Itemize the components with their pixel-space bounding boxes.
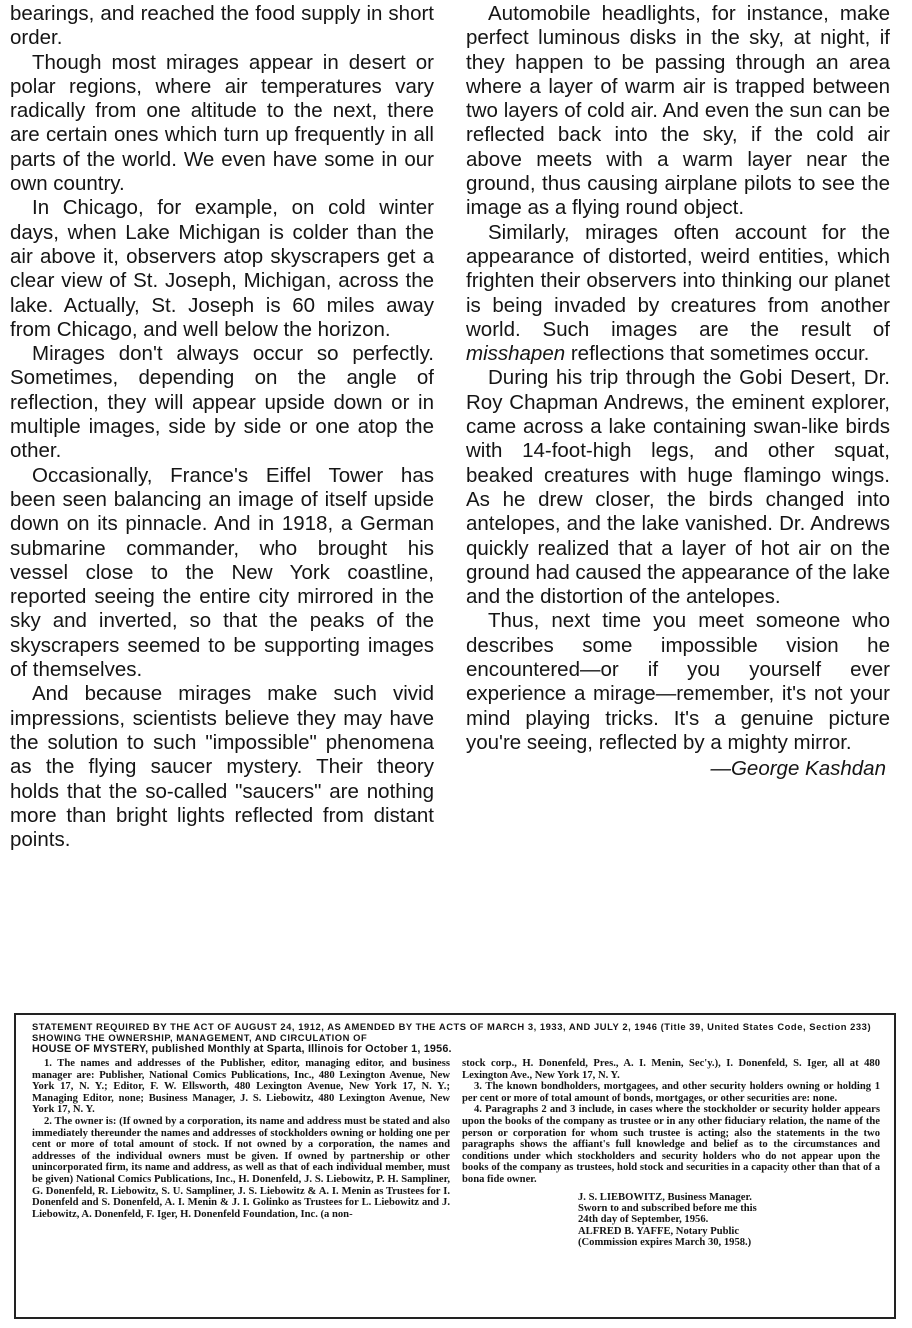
- article-paragraph: During his trip through the Gobi Desert, Dr. Roy Chapman Andrews, the eminent explorer, came across a lake containing swan-like birds with 14-foot-high legs, and other squat, beaked creatures with huge flamingo wings. As he drew closer, the birds changed into antelopes, and the lake vanished. Dr. Andrews quickly realized that a layer of hot air on the ground had caused the appearance of the lake and the distortion of the antelopes.: [466, 366, 890, 609]
- signature-line: ALFRED B. YAFFE, Notary Public: [578, 1225, 740, 1237]
- statement-right-column: [462, 1058, 880, 1249]
- paragraph-text: reflections that sometimes occur.: [570, 342, 870, 366]
- signature-line: (Commission expires March 30, 1958.): [578, 1237, 752, 1249]
- statement-item: stock corp., H. Donenfeld, Pres., A. I. Menin, Sec'y.), I. Donenfeld, S. Iger, all at 480 Lexington Ave., New York 17, N. Y.: [462, 1058, 880, 1081]
- author-signature: —George Kashdan: [710, 757, 886, 781]
- article-right-column: [466, 2, 890, 987]
- statement-item: 4. Paragraphs 2 and 3 include, in cases where the stockholder or security holder appears upon the books of the company as trustee or in any other fiduciary relation, the name of the person or corporation for whom such trustee is acting; also the statements in the two paragraphs shows the affiant's full knowledge and belief as to the circumstances and conditions under which stockholders and security holders who do not appear upon the books of the company as trustees, hold stock and securities in a capacity other than that of a bona fide owner.: [462, 1104, 880, 1185]
- italic-word: misshapen: [466, 342, 566, 366]
- paragraph-text: Similarly, mirages often account for the appearance of distorted, weird entities, which frighten their observers into thinking our planet is being invaded by creatures from another world. Such images are the result of: [466, 220, 890, 341]
- signature-line: 24th day of September, 1956.: [578, 1214, 709, 1226]
- statement-item: 3. The known bondholders, mortgagees, and other security holders owning or holding 1 per cent or more of total amount of bonds, mortgages, or other securities are: none.: [462, 1081, 880, 1104]
- statement-header: [32, 1021, 880, 1055]
- statement-publication: HOUSE OF MYSTERY, published Monthly at Sparta, Illinois for October 1, 1956.: [32, 1043, 452, 1055]
- article-paragraph: Occasionally, France's Eiffel Tower has been seen balancing an image of itself upside down on its pinnacle. And in 1918, a German submarine commander, who brought his vessel close to the New York coastline, reported seeing the entire city mirrored in the sky and inverted, so that the peaks of the skyscrapers seemed to be supporting images of themselves.: [10, 463, 434, 682]
- article-paragraph: Though most mirages appear in desert or polar regions, where air temperatures vary radically from one altitude to the next, there are certain ones which turn up frequently in all parts of the world. We even have some in our own country.: [10, 50, 434, 196]
- article-paragraph: In Chicago, for example, on cold winter days, when Lake Michigan is colder than the air above it, observers atop skyscrapers get a clear view of St. Joseph, Michigan, across the lake. Actually, St. Joseph is 60 miles away from Chicago, and well below the horizon.: [10, 196, 434, 341]
- statement-columns: [32, 1058, 880, 1249]
- statement-header-text: STATEMENT REQUIRED BY THE ACT OF AUGUST 24, 1912, AS AMENDED BY THE ACTS OF MARCH 3, 1933, AND JULY 2, 1946 (Title 39, United States Code, Section 233) SHOWING THE OWNERSHIP, MANAGEMENT, AND CIRCULATION OF: [32, 1021, 872, 1043]
- article-paragraph: Mirages don't always occur so perfectly. Sometimes, depending on the angle of reflection, they will appear upside down or in multiple images, side by side or one atop the other.: [10, 342, 434, 463]
- statement-left-column: [32, 1058, 450, 1249]
- article: [10, 2, 890, 987]
- article-paragraph: Thus, next time you meet someone who describes some impossible vision he encountered—or if you yourself ever experience a mirage—remember, it's not your mind playing tricks. It's a genuine picture you're seeing, reflected by a mighty mirror.: [466, 609, 890, 754]
- signature-line: J. S. LIEBOWITZ, Business Manager.: [578, 1191, 752, 1203]
- article-left-column: [10, 2, 434, 987]
- article-paragraph: [466, 221, 890, 367]
- statement-item: 1. The names and addresses of the Publisher, editor, managing editor, and business manager are: Publisher, National Comics Publications, Inc., 480 Lexington Avenue, New York 17, N. Y.; Editor, F. W. Ellsworth, 480 Lexington Avenue, New York 17, N. Y.; Managing Editor, none; Business Manager, J. S. Liebowitz, 480 Lexington Avenue, New York 17, N. Y.: [32, 1058, 450, 1116]
- statement-signature-block: [462, 1192, 880, 1249]
- statement-item: 2. The owner is: (If owned by a corporation, its name and address must be stated and also immediately thereunder the names and addresses of stockholders owning or holding one per cent or more of total amount of stock. If not owned by a corporation, the names and addresses of the individual owners must be given. If owned by partnership or other unincorporated firm, its name and address, as well as that of each individual member, must be given) National Comics Publications, Inc., H. Donenfeld, J. S. Liebowitz, P. H. Sampliner, G. Donenfeld, R. Liebowitz, S. U. Sampliner, J. S. Liebowitz & A. I. Menin as Trustees for I. Donenfeld and S. Donenfeld, A. I. Menin & J. I. Golinko as Trustees for L. Liebowitz and J. Liebowitz, A. Donenfeld, F. Iger, H. Donenfeld Foundation, Inc. (a non-: [32, 1115, 450, 1220]
- article-paragraph: And because mirages make such vivid impressions, scientists believe they may have the solution to such "impossible" phenomena as the flying saucer mystery. Their theory holds that the so-called "saucers" are nothing more than bright lights reflected from distant points.: [10, 682, 434, 852]
- article-paragraph: Automobile headlights, for instance, make perfect luminous disks in the sky, at night, if they happen to be passing through an area where a layer of warm air is trapped between two layers of cold air. And even the sun can be reflected back into the sky, if the cold air above meets with a warm layer near the ground, thus causing airplane pilots to see the image as a flying round object.: [466, 2, 890, 220]
- signature-line: Sworn to and subscribed before me this: [578, 1202, 757, 1214]
- article-paragraph: bearings, and reached the food supply in short order.: [10, 2, 434, 50]
- ownership-statement-box: [14, 1013, 896, 1319]
